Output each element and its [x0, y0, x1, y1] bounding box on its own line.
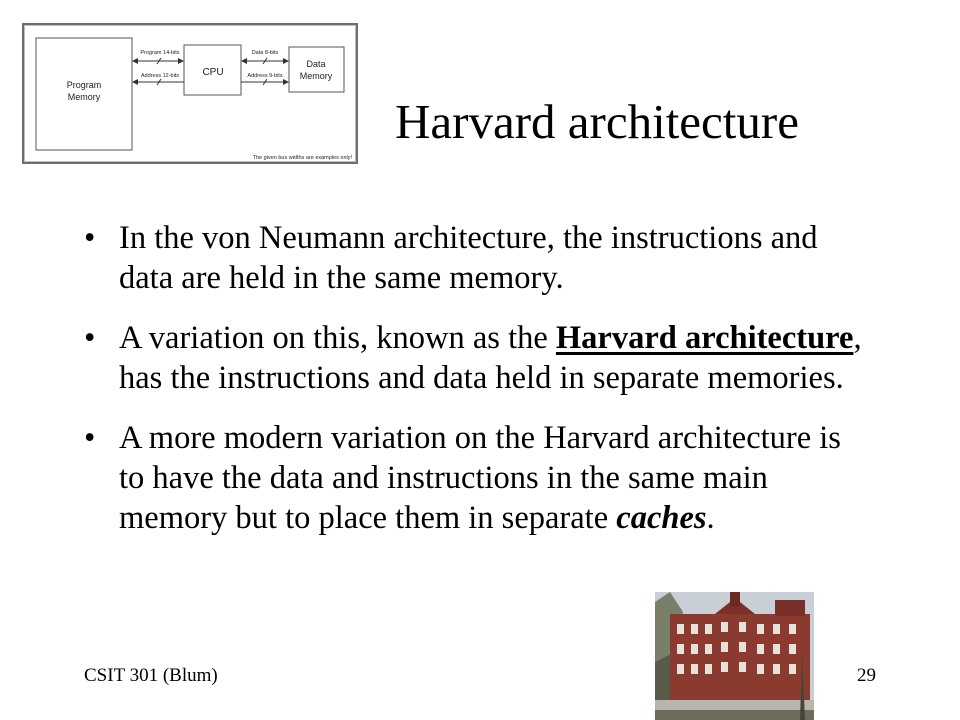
footer-course: CSIT 301 (Blum) — [84, 665, 218, 686]
bullet-item — [82, 418, 872, 538]
bullet-term-caches: caches — [616, 500, 707, 536]
program-memory-label-1: Program — [66, 80, 102, 90]
slide-title: Harvard architecture — [395, 94, 799, 149]
cpu-label: CPU — [202, 67, 224, 78]
building-photo — [655, 592, 814, 720]
bullet-text-pre: A variation on this, known as the — [119, 320, 556, 356]
bullet-item — [82, 218, 872, 298]
bus-address-data-label: Address 9-bits — [247, 73, 283, 79]
bullet-list — [82, 218, 872, 558]
page-number: 29 — [857, 665, 876, 686]
bullet-text: In the von Neumann architecture, the instructions and data are held in the same memory. — [119, 220, 818, 296]
bullet-item — [82, 318, 872, 398]
bus-address-program-label: Address 12-bits — [140, 73, 180, 79]
bullet-text-post: , has the instructions and data held in separate memories. — [119, 320, 862, 396]
bullet-text-post: . — [706, 500, 715, 536]
diagram-note: The given bus widths are examples only! — [252, 155, 352, 161]
program-memory-label-2: Memory — [67, 92, 101, 102]
bus-program-label: Program 14-bits — [140, 50, 180, 56]
data-memory-label-2: Memory — [299, 71, 333, 81]
bus-data-label: Data 8-bits — [251, 50, 279, 56]
data-memory-label-1: Data — [306, 59, 326, 69]
bullet-text-pre: A more modern variation on the Harvard architecture is to have the data and instructions in the same main memory but to place them in separate — [119, 420, 841, 536]
harvard-diagram — [22, 23, 358, 164]
bullet-term-harvard: Harvard architecture — [555, 320, 854, 356]
